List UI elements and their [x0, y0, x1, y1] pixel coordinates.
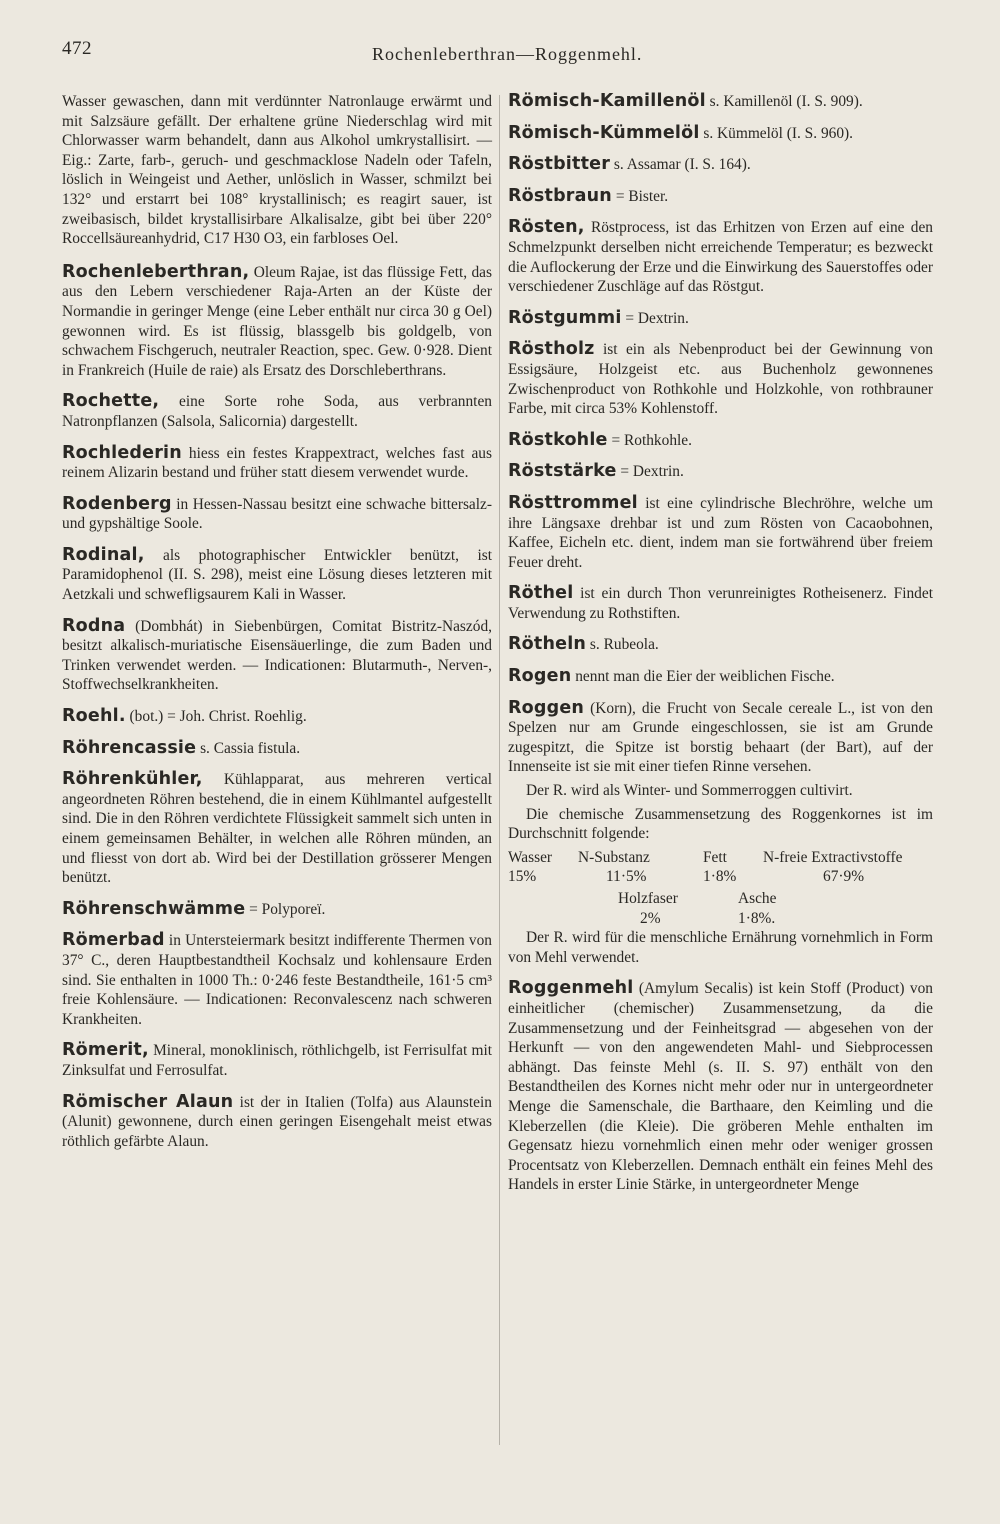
entry-roggen: [508, 699, 933, 968]
entry-text: s. Kümmelöl (I. S. 960).: [703, 124, 853, 142]
entry-text: s. Cassia fistula.: [200, 739, 301, 757]
entry-text: (Amylum Secalis) ist kein Stoff (Product) von einheitlicher (chemischer) Zusammensetzung, da die Zusammensetzung und der Feinheitsgrad — abgesehen von der Herkunft — von den angewendeten Mahl- und Siebprocessen abhängt. Das feinste Mehl (s. II. S. 97) enthält von den Bestandtheilen des Kornes nicht mehr oder nur in untergeordneter Menge die Samenschale, die Barthaare, den Keimling und die Kleberzellen (die Kleie). Die gröberen Mehle enthalten im Gegensatz hiezu vornehmlich einen mehr oder weniger grossen Procentsatz von Kleberzellen. Demnach enthält ein feines Mehl des Handels in erster Linie Stärke, in untergeordneter Menge: [508, 980, 933, 1194]
entry-text: Kühlapparat, aus mehreren vertical angeordneten Röhren bestehend, die in einem Kühlmantel aufgestellt sind. Die in den Röhren verdichtete Flüssigkeit sammelt sich unten in einem gemeinsamen Behälter, in welchen alle Röhren münden, an und fliesst von dort ab. Wird bei der Destillation grösserer Mengen benützt.: [62, 771, 492, 887]
entry-headword: Röthel: [508, 583, 574, 604]
entry-roemerit: [62, 1041, 492, 1080]
entry-text: Wasser gewaschen, dann mit verdünnter Natronlauge erwärmt und mit Salzsäure gefällt. Der erhaltene grüne Niederschlag wird mit Chlorwasser warm behandelt, dann aus Alkohol umkrystallisirt. — Eig.: Zarte, farb-, geruch- und geschmacklose Nadeln oder Tafeln, löslich in Weingeist und Aether, unlöslich in Wasser, schmilzt bei 132° und erstarrt bei 108° krystallinisch; es reagirt sauer, ist zweibasisch, bildet krystallisirbare Alkalisalze, gibt bei über 220° Roccellsäureanhydrid, C17 H30 O3, ein farbloses Oel.: [62, 93, 492, 248]
entry-text: als photographischer Entwickler benützt, ist Paramidophenol (II. S. 298), meist eine Lösung dieses letzteren mit Aetzkali und schwefligsaurem Kali in Wasser.: [62, 546, 492, 604]
entry-roemisch-kamillenoel: [508, 92, 933, 112]
composition-label: Asche: [738, 890, 777, 907]
composition-value: 67·9%: [823, 868, 865, 886]
entry-roesten: [508, 218, 933, 296]
composition-label: Wasser: [508, 848, 553, 866]
entry-roemisch-kuemmeloel: [508, 124, 933, 144]
entry-headword: Röstbitter: [508, 154, 611, 175]
entry-headword: Röstbraun: [508, 185, 612, 206]
entry-paragraph: Der R. wird als Winter- und Sommerroggen cultivirt.: [526, 782, 853, 800]
entry-rodenberg: [62, 495, 492, 534]
entry-text: = Polyporeï.: [249, 900, 326, 918]
entry-text: s. Kamillenöl (I. S. 909).: [709, 93, 863, 110]
entry-headword: Römisch-Kümmelöl: [508, 122, 700, 143]
entry-roestkohle: [508, 431, 933, 451]
entry-text: s. Assamar (I. S. 164).: [613, 156, 751, 174]
entry-headword: Rötheln: [508, 634, 587, 655]
continued-entry: [62, 92, 492, 249]
entry-text: (bot.) = Joh. Christ. Roehlig.: [129, 708, 307, 726]
running-head: Rochenleberthran—Roggenmehl.: [372, 44, 643, 64]
entry-roestbraun: [508, 187, 933, 207]
entry-text: eine Sorte rohe Soda, aus verbrannten Natronpflanzen (Salsola, Salicornia) dargestellt.: [62, 393, 492, 430]
composition-label: Holzfaser: [618, 890, 678, 907]
entry-text: (Korn), die Frucht von Secale cereale L., ist von den Spelzen nur am Grunde eingeschlossen, sie ist am Grunde zugespitzt, die Spitze ist borstig behaart (der Bart), auf der Innenseite ist sie mit einer tiefen Rinne versehen.: [508, 699, 933, 776]
entry-headword: Rösttrommel: [508, 492, 638, 513]
entry-headword: Röststärke: [508, 461, 617, 482]
entry-text: Oleum Rajae, ist das flüssige Fett, das aus den Lebern verschiedener Raja-Arten an der Küste der Normandie in geringer Menge (eine Leber enthält nur circa 30 g Oel) gewonnen wird. Es ist flüssig, blassgelb bis goldgelb, von schwachem Fischgeruch, neutraler Reaction, spec. Gew. 0·928. Dient in Frankreich (Huile de raie) als Ersatz des Dorschleberthrans.: [62, 263, 492, 379]
entry-text: = Bister.: [615, 187, 669, 205]
entry-headword: Roehl.: [62, 706, 126, 727]
entry-headword: Röstholz: [508, 339, 595, 360]
entry-text: s. Rubeola.: [589, 636, 659, 654]
entry-headword: Rogen: [508, 666, 572, 687]
composition-value: 11·5%: [606, 868, 647, 886]
entry-headword: Rodenberg: [62, 493, 172, 514]
entry-roemerbad: [62, 931, 492, 1029]
entry-roethel: [508, 584, 933, 623]
composition-table-row2: [508, 889, 933, 928]
entry-rochenleberthran: [62, 263, 492, 381]
entry-text: nennt man die Eier der weiblichen Fische.: [575, 668, 835, 686]
entry-text: in Hessen-Nassau besitzt eine schwache bittersalz- und gypshältige Soole.: [62, 495, 492, 533]
entry-headword: Röhrenkühler,: [62, 769, 203, 790]
entry-rochette: [62, 392, 492, 431]
entry-headword: Rochlederin: [62, 442, 182, 463]
entry-headword: Röhrenschwämme: [62, 898, 246, 919]
entry-roehrenschwaemme: [62, 900, 492, 920]
entry-roemischer-alaun: [62, 1093, 492, 1152]
entry-headword: Rochette,: [62, 391, 160, 412]
entry-roesttrommel: [508, 494, 933, 572]
entry-roetheln: [508, 635, 933, 655]
entry-text: Mineral, monoklinisch, röthlichgelb, ist Ferrisulfat mit Zinksulfat und Ferrosulfat.: [62, 1042, 492, 1079]
left-column: [62, 92, 492, 1163]
entry-rochlederin: [62, 444, 492, 483]
entry-text: ist der in Italien (Tolfa) aus Alaunstein (Alunit) gewonnene, durch einen geringen Eisengehalt meist etwas röthlich gefärbte Alaun.: [62, 1093, 492, 1150]
entry-roehrenkuehler: [62, 770, 492, 888]
entry-roeststaerke: [508, 462, 933, 482]
entry-rodna: [62, 617, 492, 695]
entry-rodinal: [62, 546, 492, 605]
entry-headword: Römerit,: [62, 1040, 149, 1061]
entry-text: in Untersteiermark besitzt indifferente Thermen von 37° C., deren Hauptbestandtheil Kochsalz und kohlensaure Erden sind. Sie enthalten in 1000 Th.: 0·246 feste Bestandtheile, 161·5 cm³ freie Kohlensäure. — Indicationen: Reconvalescenz nach schweren Krankheiten.: [62, 932, 492, 1028]
entry-headword: Rochenleberthran,: [62, 261, 250, 282]
entry-roestbitter: [508, 155, 933, 175]
entry-text: = Dextrin.: [620, 463, 684, 481]
entry-headword: Röstgummi: [508, 307, 622, 328]
entry-roehrencassie: [62, 739, 492, 759]
composition-label: Fett: [703, 848, 727, 866]
composition-value: 2%: [640, 909, 661, 927]
entry-text: ist ein als Nebenproduct bei der Gewinnung von Essigsäure, Holzgeist etc. aus Buchenholz gewonnenes Zwischenproduct von Rothkohle und Holzkohle, von rothbrauner Farbe, mit circa 53% Kohlenstoff.: [508, 341, 933, 418]
entry-headword: Roggen: [508, 697, 585, 718]
entry-text: ist ein durch Thon verunreinigtes Rotheisenerz. Findet Verwendung zu Rothstiften.: [508, 585, 933, 622]
entry-headword: Rösten,: [508, 217, 585, 238]
composition-label: N-Substanz: [578, 848, 650, 866]
composition-label: N-freie Extractivstoffe: [763, 848, 903, 866]
composition-value: 1·8%.: [738, 909, 776, 927]
right-column: [508, 92, 933, 1207]
entry-roehl: [62, 707, 492, 727]
entry-roestgummi: [508, 309, 933, 329]
page-number: 472: [62, 38, 92, 59]
entry-headword: Röhrencassie: [62, 737, 197, 758]
entry-text: Röstprocess, ist das Erhitzen von Erzen auf eine den Schmelzpunkt derselben nicht erreichende Temperatur; es bezweckt die Auflockerung der Erze und die Einwirkung des Sauerstoffes oder verschiedener Zuschläge auf das Röstgut.: [508, 219, 933, 296]
column-divider: [499, 95, 500, 1445]
entry-paragraph: Die chemische Zusammensetzung des Roggenkornes ist im Durchschnitt folgende:: [508, 805, 933, 843]
entry-headword: Rodinal,: [62, 544, 145, 565]
composition-table-row1: [508, 848, 933, 887]
entry-headword: Römischer Alaun: [62, 1091, 234, 1112]
entry-text: = Rothkohle.: [611, 431, 692, 449]
entry-paragraph: Der R. wird für die menschliche Ernährung vornehmlich in Form von Mehl verwendet.: [508, 929, 933, 966]
entry-text: (Dombhát) in Siebenbürgen, Comitat Bistritz-Naszód, besitzt alkalisch-muriatische Eisensäuerlinge, die zum Baden und Trinken verwendet werden. — Indicationen: Blutarmuth-, Nerven-, Stoffwechselkrankheiten.: [62, 617, 492, 694]
composition-value: 15%: [508, 868, 537, 886]
entry-headword: Roggenmehl: [508, 978, 634, 999]
entry-text: = Dextrin.: [625, 309, 689, 327]
entry-headword: Rodna: [62, 615, 126, 636]
entry-headword: Römerbad: [62, 930, 165, 951]
entry-text: hiess ein festes Krappextract, welches fast aus reinem Alizarin bestand und früher statt diesem verwendet wurde.: [62, 444, 492, 482]
entry-text: ist eine cylindrische Blechröhre, welche um ihre Längsaxe drehbar ist und zum Rösten von Cacaobohnen, Kaffee, Eicheln etc. dient, indem man sie fortwährend über freiem Feuer dreht.: [508, 494, 933, 571]
entry-headword: Römisch-Kamillenöl: [508, 91, 706, 111]
entry-rogen: [508, 667, 933, 687]
entry-roggenmehl: [508, 979, 933, 1195]
entry-roestholz: [508, 340, 933, 418]
composition-value: 1·8%: [703, 868, 737, 886]
entry-headword: Röstkohle: [508, 429, 608, 450]
